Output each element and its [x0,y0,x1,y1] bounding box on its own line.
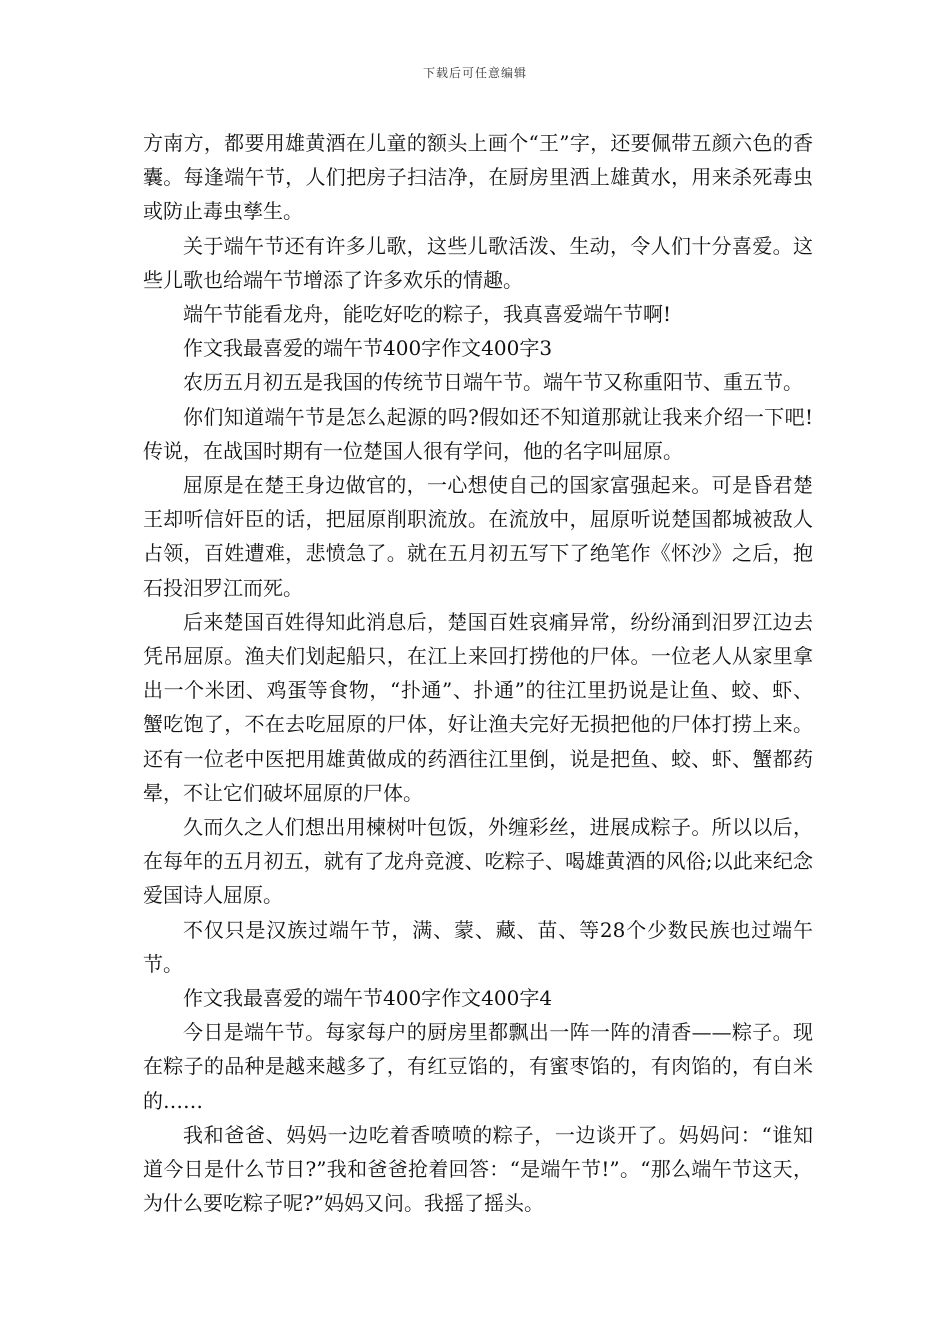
paragraph: 端午节能看龙舟，能吃好吃的粽子，我真喜爱端午节啊! [183,302,672,327]
paragraph: 农历五月初五是我国的传统节日端午节。端午节又称重阳节、重五节。 [183,370,803,395]
document-body [143,126,813,1221]
page-header: 下载后可任意编辑 [422,66,527,80]
paragraph: 我和爸爸、妈妈一边吃着香喷喷的粽子，一边谈开了。妈妈问：“谁知道今日是什么节日?”我和爸爸抢着回答：“是端午节!”。“那么端午节这天，为什么要吃粽子呢?”妈妈又问。我摇了摇头。 [143,1122,813,1216]
paragraph: 你们知道端午节是怎么起源的吗?假如还不知道那就让我来介绍一下吧!传说，在战国时期有一位楚国人很有学问，他的名字叫屈原。 [143,404,813,463]
essay-heading: 作文我最喜爱的端午节400字作文400字4 [183,986,553,1011]
paragraph: 方南方，都要用雄黄酒在儿童的额头上画个“王”字，还要佩带五颜六色的香囊。每逢端午节，人们把房子扫洁净，在厨房里洒上雄黄水，用来杀死毒虫或防止毒虫孳生。 [143,131,813,224]
paragraph: 久而久之人们想出用楝树叶包饭，外缠彩丝，进展成粽子。所以以后，在每年的五月初五，就有了龙舟竞渡、吃粽子、喝雄黄酒的风俗;以此来纪念爱国诗人屈原。 [143,815,813,908]
paragraph: 屈原是在楚王身边做官的，一心想使自己的国家富强起来。可是昏君楚王却听信奸臣的话，把屈原削职流放。在流放中，屈原听说楚国都城被敌人占领，百姓遭难，悲愤急了。就在五月初五写下了绝笔作《怀沙》之后，抱石投汨罗江而死。 [143,473,813,600]
paragraph: 关于端午节还有许多儿歌，这些儿歌活泼、生动，令人们十分喜爱。这些儿歌也给端午节增添了许多欢乐的情趣。 [143,233,813,292]
paragraph: 后来楚国百姓得知此消息后，楚国百姓哀痛异常，纷纷涌到汨罗江边去凭吊屈原。渔夫们划起船只，在江上来回打捞他的尸体。一位老人从家里拿出一个米团、鸡蛋等食物，“扑通”、扑通”的往江里扔说是让鱼、蛟、虾、蟹吃饱了，不在去吃屈原的尸体，好让渔夫完好无损把他的尸体打捞上来。还有一位老中医把用雄黄做成的药酒往江里倒，说是把鱼、蛟、虾、蟹都药晕，不让它们破坏屈原的尸体。 [143,609,813,805]
paragraph: 不仅只是汉族过端午节，满、蒙、藏、苗、等28个少数民族也过端午节。 [143,917,813,976]
paragraph: 今日是端午节。每家每户的厨房里都飘出一阵一阵的清香——粽子。现在粽子的品种是越来越多了，有红豆馅的，有蜜枣馅的，有肉馅的，有白米的…… [143,1020,813,1113]
essay-heading: 作文我最喜爱的端午节400字作文400字3 [183,336,553,361]
